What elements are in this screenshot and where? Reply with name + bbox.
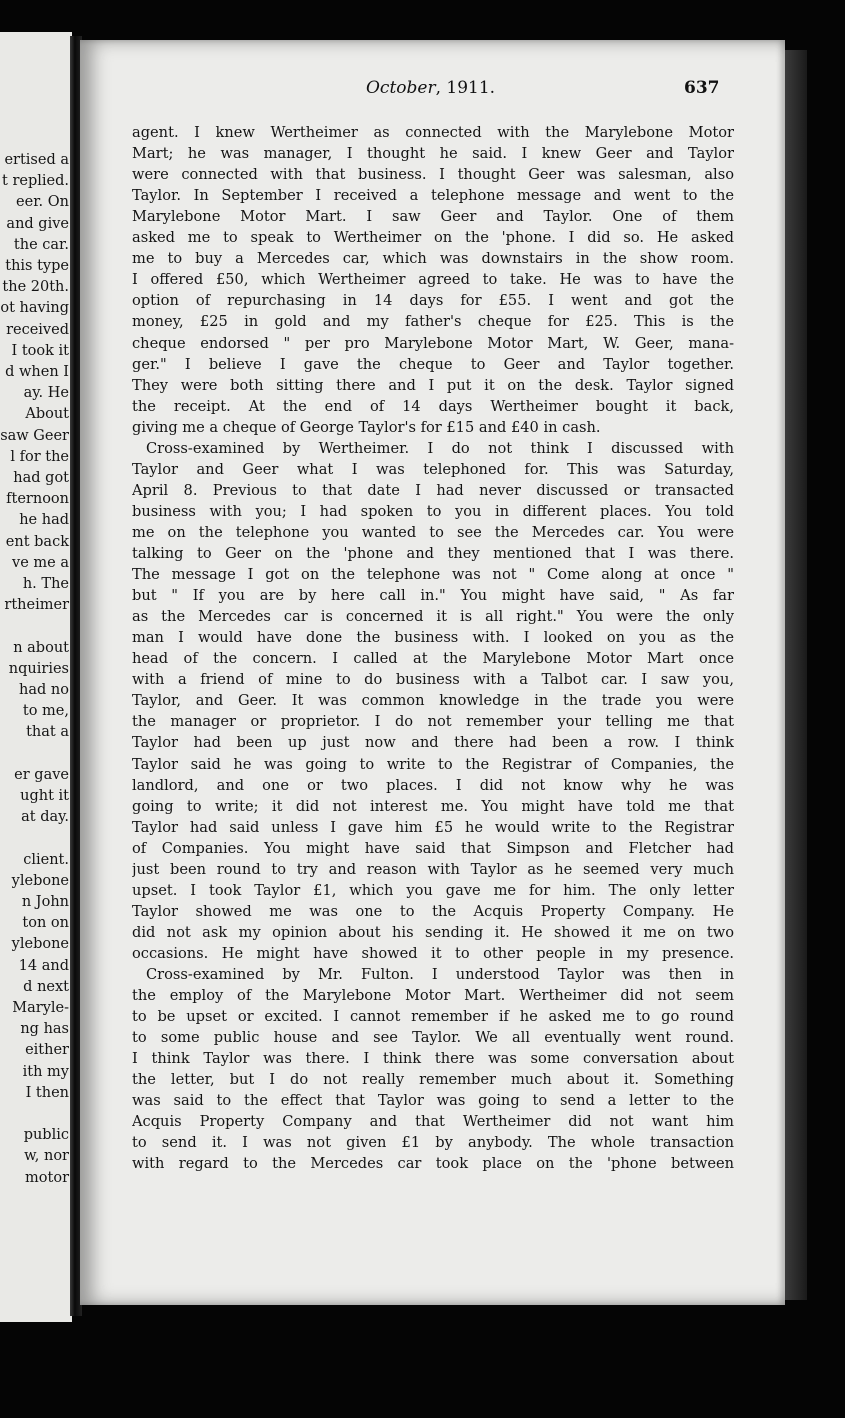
body-line: Acquis Property Company and that Wertheimer did not want him — [132, 1113, 734, 1131]
body-line: the receipt. At the end of 14 days Wertheimer bought it back, — [132, 397, 734, 415]
body-line: Taylor showed me was one to the Acquis Property Company. He — [132, 902, 734, 920]
left-page-line: and give — [6, 215, 69, 232]
body-line: with a friend of mine to do business with a Talbot car. I saw you, — [132, 671, 734, 689]
body-line: as the Mercedes car is concerned it is all right." You were the only — [132, 608, 734, 626]
left-page-line: at day. — [21, 809, 69, 826]
body-line: going to write; it did not interest me. You might have told me that — [132, 797, 734, 815]
left-page-line: ith my — [22, 1063, 69, 1080]
left-page-line: ay. He — [23, 385, 69, 402]
left-page-line: this type — [5, 258, 69, 274]
body-line: the letter, but I do not really remember much about it. Something — [132, 1071, 734, 1089]
body-line: Taylor, and Geer. It was common knowledge in the trade you were — [132, 692, 734, 710]
left-page-line: either — [25, 1042, 69, 1059]
body-line: cheque endorsed " per pro Marylebone Motor Mart, W. Geer, mana- — [132, 334, 734, 352]
body-line: to send it. I was not given £1 by anybody. The whole transaction — [132, 1134, 734, 1152]
left-page-line: h. The — [22, 576, 69, 592]
left-page-line: ng has — [20, 1021, 69, 1038]
left-page-line: ot having — [0, 300, 69, 317]
left-page-line: ve me a — [12, 554, 69, 571]
left-page-line: client. — [23, 851, 69, 868]
left-page-line: fternoon — [6, 491, 69, 508]
left-page-line: er gave — [14, 766, 69, 783]
left-page-line: had got — [13, 470, 69, 486]
body-line: me to buy a Mercedes car, which was downstairs in the show room. — [132, 250, 734, 268]
body-line: Taylor. In September I received a telephone message and went to the — [132, 187, 734, 205]
left-page-line: I then — [25, 1084, 69, 1101]
body-line: business with you; I had spoken to you in different places. You told — [132, 502, 734, 520]
page-number: 637 — [684, 78, 720, 98]
body-line: was said to the effect that Taylor was going to send a letter to the — [132, 1092, 734, 1110]
left-page-line: t replied. — [2, 173, 69, 190]
left-page-line: saw Geer — [0, 427, 69, 444]
left-page-line: that a — [26, 724, 69, 741]
body-line: Marylebone Motor Mart. I saw Geer and Taylor. One of them — [132, 208, 734, 226]
left-page-line: motor — [25, 1169, 69, 1186]
page-edge-shadow — [785, 50, 807, 1300]
body-line: upset. I took Taylor £1, which you gave me for him. The only letter — [132, 881, 734, 899]
left-page-line: had no — [19, 682, 69, 698]
left-page-line: eer. On — [16, 194, 69, 211]
left-page-line: the 20th. — [2, 279, 69, 296]
left-page-line: public — [23, 1127, 69, 1144]
left-page-line: rtheimer — [4, 597, 69, 614]
left-page-line: ylebone — [11, 872, 69, 889]
body-line: the employ of the Marylebone Motor Mart. Wertheimer did not seem — [132, 987, 734, 1005]
body-line: I think Taylor was there. I think there was some conversation about — [132, 1050, 734, 1068]
body-line: money, £25 in gold and my father's cheque for £25. This is the — [132, 313, 734, 331]
body-line: ger." I believe I gave the cheque to Geer and Taylor together. — [132, 355, 734, 373]
body-line: Taylor and Geer what I was telephoned for. This was Saturday, — [132, 460, 734, 478]
left-page-line: I took it — [11, 342, 69, 359]
body-line: I offered £50, which Wertheimer agreed to take. He was to have the — [132, 271, 734, 289]
body-line: to some public house and see Taylor. We all eventually went round. — [132, 1029, 734, 1047]
body-line: the manager or proprietor. I do not remember your telling me that — [132, 713, 734, 731]
body-line: option of repurchasing in 14 days for £55. I went and got the — [132, 292, 734, 310]
left-page-line: d next — [23, 978, 69, 995]
body-line: talking to Geer on the 'phone and they mentioned that I was there. — [132, 545, 734, 562]
left-page-line: ertised a — [4, 152, 69, 168]
left-page-line: ton on — [22, 915, 69, 932]
body-line: The message I got on the telephone was not " Come along at once " — [132, 566, 734, 584]
body-line: Taylor said he was going to write to the Registrar of Companies, the — [132, 755, 734, 773]
left-page-line: received — [6, 321, 69, 338]
body-line: of Companies. You might have said that Simpson and Fletcher had — [132, 839, 734, 857]
left-page-line: ught it — [20, 788, 69, 804]
body-line: occasions. He might have showed it to other people in my presence. — [132, 944, 734, 962]
left-page-line: n about — [13, 639, 69, 656]
left-page-line: to me, — [22, 703, 69, 720]
body-line: Taylor had been up just now and there had been a row. I think — [132, 734, 734, 752]
left-page-line: 14 and — [18, 957, 69, 974]
left-page-line: w, nor — [24, 1148, 69, 1165]
left-page-line: d when I — [5, 364, 69, 380]
body-line: giving me a cheque of George Taylor's for £15 and £40 in cash. — [132, 418, 601, 436]
facing-page-left — [0, 32, 72, 1322]
header-year: , 1911. — [435, 78, 496, 98]
body-line: landlord, and one or two places. I did not know why he was — [132, 776, 734, 794]
body-line: They were both sitting there and I put it on the desk. Taylor signed — [132, 376, 734, 394]
body-line: asked me to speak to Wertheimer on the 'phone. I did so. He asked — [132, 229, 734, 247]
left-page-line: Maryle- — [12, 1000, 69, 1016]
body-line: head of the concern. I called at the Marylebone Motor Mart once — [132, 650, 734, 668]
body-line: agent. I knew Wertheimer as connected with the Marylebone Motor — [132, 124, 734, 141]
left-page-line: he had — [19, 512, 69, 529]
body-line: Taylor had said unless I gave him £5 he would write to the Registrar — [132, 818, 734, 836]
body-line: to be upset or excited. I cannot remember if he asked me to go round — [132, 1008, 734, 1026]
body-line: me on the telephone you wanted to see the Mercedes car. You were — [132, 523, 734, 541]
body-line: Cross-examined by Wertheimer. I do not think I discussed with — [146, 439, 734, 457]
body-line: Mart; he was manager, I thought he said. I knew Geer and Taylor — [132, 145, 734, 163]
left-page-line: n John — [21, 894, 69, 910]
left-page-line: ent back — [5, 533, 69, 550]
left-page-line: nquiries — [8, 660, 69, 677]
body-line: April 8. Previous to that date I had never discussed or transacted — [132, 481, 734, 499]
left-page-line: About — [25, 406, 69, 423]
body-line: Cross-examined by Mr. Fulton. I understood Taylor was then in — [146, 966, 734, 983]
body-line: man I would have done the business with. I looked on you as the — [132, 629, 734, 647]
left-page-line: l for the — [10, 448, 69, 465]
body-line: but " If you are by here call in." You might have said, " As far — [132, 587, 734, 605]
header-month: October — [366, 78, 436, 98]
body-line: just been round to try and reason with Taylor as he seemed very much — [132, 860, 734, 878]
body-line: were connected with that business. I thought Geer was salesman, also — [132, 166, 734, 184]
running-header-date — [366, 78, 495, 98]
body-line: did not ask my opinion about his sending it. He showed it me on two — [132, 923, 734, 941]
left-page-line: the car. — [13, 236, 69, 253]
body-line: with regard to the Mercedes car took place on the 'phone between — [132, 1155, 734, 1173]
left-page-line: ylebone — [11, 936, 69, 953]
